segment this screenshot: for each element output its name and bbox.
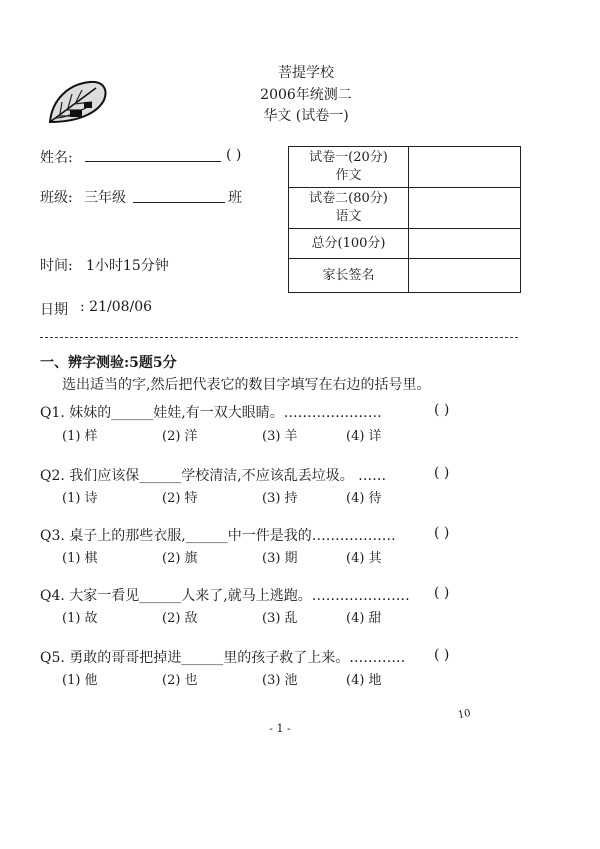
name-paren: ( ) [226, 147, 242, 163]
exam-title: 2006年统测二 [260, 87, 352, 103]
score-row [289, 188, 521, 229]
score-row [289, 229, 521, 259]
question-text: Q2. 我们应该保______学校清洁,不应该乱丢垃圾。 …… [40, 468, 387, 484]
option: (4) 甜 [346, 611, 382, 626]
option: (4) 待 [346, 491, 382, 506]
option: (3) 羊 [262, 429, 298, 444]
option: (2) 敌 [162, 611, 198, 626]
answer-paren[interactable]: ( ) [434, 525, 450, 541]
class-value: 三年级 [84, 190, 126, 206]
signature-cell[interactable] [409, 259, 521, 293]
date-label: 日期 [40, 302, 68, 318]
answer-paren[interactable]: ( ) [434, 465, 450, 481]
option: (4) 地 [346, 673, 382, 688]
answer-paren[interactable]: ( ) [434, 402, 450, 418]
score-row-sublabel: 作文 [335, 168, 362, 183]
class-label: 班级: [40, 190, 73, 206]
score-row-label: 总分(100分) [311, 235, 386, 251]
option: (1) 棋 [62, 551, 98, 566]
score-table [288, 146, 521, 293]
option: (2) 旗 [162, 551, 198, 566]
option: (3) 期 [262, 551, 298, 566]
score-row-label: 试卷二(80分) [309, 191, 388, 206]
answer-paren[interactable]: ( ) [434, 647, 450, 663]
margin-mark: 10 [457, 707, 472, 722]
page-number: - 1 - [269, 722, 291, 735]
option: (3) 乱 [262, 611, 298, 626]
time-value: 1小时15分钟 [86, 258, 169, 274]
school-leaf-logo [46, 78, 110, 126]
question-text: Q1. 妹妹的______娃娃,有一双大眼睛。………………… [40, 405, 382, 421]
section-title: 一、辨字测验:5题5分 [40, 355, 177, 371]
option: (3) 池 [262, 673, 298, 688]
score-cell[interactable] [409, 188, 521, 229]
question-text: Q4. 大家一看见______人来了,就马上逃跑。………………… [40, 588, 410, 604]
option: (2) 特 [162, 491, 198, 506]
option: (1) 样 [62, 429, 98, 444]
school-name: 菩提学校 [278, 65, 334, 81]
option: (1) 诗 [62, 491, 98, 506]
subject-title: 华文 (试卷一) [263, 108, 349, 124]
option: (2) 也 [162, 673, 198, 688]
option: (1) 他 [62, 673, 98, 688]
score-row [289, 259, 521, 293]
question-text: Q3. 桌子上的那些衣服,______中一件是我的……………… [40, 528, 396, 544]
section-divider [40, 337, 518, 338]
score-cell[interactable] [409, 147, 521, 188]
date-value: : 21/08/06 [80, 299, 153, 315]
option: (4) 详 [346, 429, 382, 444]
answer-paren[interactable]: ( ) [434, 585, 450, 601]
class-suffix: 班 [228, 190, 242, 206]
name-blank[interactable] [85, 161, 221, 162]
score-row-label: 家长签名 [322, 267, 375, 283]
score-row [289, 147, 521, 188]
option: (1) 故 [62, 611, 98, 626]
option: (4) 其 [346, 551, 382, 566]
question-text: Q5. 勇敢的哥哥把掉进______里的孩子救了上来。………… [40, 650, 406, 666]
score-row-sublabel: 语文 [335, 209, 362, 224]
class-blank[interactable] [133, 202, 225, 203]
option: (3) 持 [262, 491, 298, 506]
name-label: 姓名: [40, 150, 73, 166]
score-cell[interactable] [409, 229, 521, 259]
section-instruction: 选出适当的字,然后把代表它的数目字填写在右边的括号里。 [62, 377, 431, 393]
score-row-label: 试卷一(20分) [309, 150, 388, 165]
option: (2) 洋 [162, 429, 198, 444]
time-label: 时间: [40, 258, 73, 274]
